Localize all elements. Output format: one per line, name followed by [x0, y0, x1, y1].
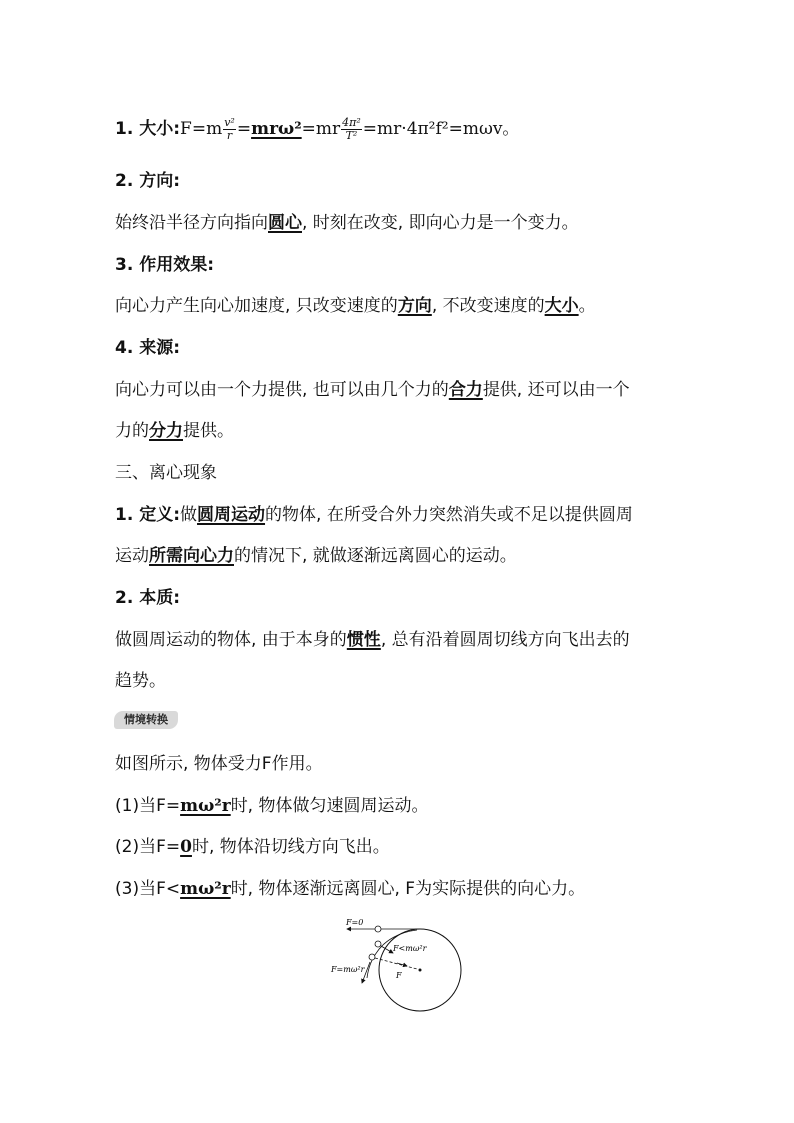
direction-heading [115, 168, 180, 194]
label-f-less: F<mω²r [393, 944, 427, 953]
definition-mid: 的物体, 在所受合外力突然消失或不足以提供圆周 [265, 505, 633, 525]
effect-text [115, 293, 596, 319]
object-middle [375, 941, 381, 947]
direction-answer: 圆心 [268, 213, 302, 233]
scenario-badge: 情境转换 [114, 711, 178, 729]
direction-label: 2. 方向 [115, 171, 174, 191]
essence-line2: 趋势。 [115, 671, 166, 691]
frac2-numerator: 4π² [342, 115, 361, 129]
size-label: 1. 大小 [115, 119, 174, 139]
centrifugal-figure [325, 912, 475, 1024]
definition-line2 [115, 543, 517, 569]
essence-line1 [115, 627, 630, 653]
frac1-numerator: v² [224, 115, 235, 129]
source-answer-resultant: 合力 [448, 380, 483, 400]
fraction-4pi2-t2 [341, 117, 362, 142]
direction-text [115, 210, 579, 236]
force-arrow-small [397, 963, 407, 966]
case2-answer: 0 [180, 837, 192, 857]
source-line2-pre: 力的 [115, 421, 149, 441]
scenario-case1 [115, 793, 429, 819]
case3-pre: (3)当F< [115, 879, 181, 899]
source-colon: : [173, 338, 181, 358]
size-colon: : [173, 119, 181, 139]
source-heading [115, 335, 180, 361]
direction-colon: : [173, 171, 181, 191]
effect-colon: : [207, 255, 215, 275]
size-line [115, 116, 519, 142]
case1-post: 时, 物体做匀速圆周运动。 [230, 796, 429, 816]
object-lower [369, 954, 375, 960]
size-formula-tail: =mr·4π²f²=mωv。 [362, 119, 520, 139]
effect-answer-magnitude: 大小 [544, 296, 579, 316]
frac1-denominator: r [226, 128, 233, 142]
case3-post: 时, 物体逐渐远离圆心, F为实际提供的向心力。 [230, 879, 586, 899]
essence-colon: : [173, 588, 181, 608]
label-f0: F=0 [346, 918, 364, 927]
effect-label: 3. 作用效果 [115, 255, 208, 275]
source-line1-post: 提供, 还可以由一个 [482, 380, 630, 400]
object-top [375, 926, 381, 932]
definition-label: 1. 定义 [115, 505, 174, 525]
scenario-case2 [115, 834, 390, 860]
case2-pre: (2)当F= [115, 837, 181, 857]
definition-answer-circular-motion: 圆周运动 [197, 505, 266, 525]
case1-answer: mω²r [180, 796, 231, 816]
case2-post: 时, 物体沿切线方向飞出。 [191, 837, 390, 857]
source-line2-post: 提供。 [183, 421, 234, 441]
source-text-line1 [115, 377, 630, 403]
essence-pre: 做圆周运动的物体, 由于本身的 [115, 630, 347, 650]
size-answer-mrw2: mrω² [251, 119, 302, 139]
effect-heading [115, 252, 214, 278]
definition-colon: : [173, 505, 181, 525]
essence-heading [115, 585, 180, 611]
source-text-line2 [115, 418, 234, 444]
escape-path [367, 930, 417, 978]
center-dot [419, 969, 422, 972]
case1-pre: (1)当F= [115, 796, 181, 816]
essence-answer-inertia: 惯性 [346, 630, 381, 650]
effect-mid: , 不改变速度的 [431, 296, 545, 316]
size-eq2: =mr [301, 119, 341, 139]
source-label: 4. 来源 [115, 338, 174, 358]
label-f: F [396, 971, 402, 980]
size-formula-start: F=m [180, 119, 223, 139]
scenario-intro: 如图所示, 物体受力F作用。 [115, 754, 323, 774]
section3-title: 三、离心现象 [115, 463, 217, 483]
definition-line2-pre: 运动 [115, 546, 149, 566]
definition-answer-required-force: 所需向心力 [149, 546, 234, 566]
effect-post: 。 [578, 296, 596, 316]
case3-answer: mω²r [180, 879, 231, 899]
definition-pre: 做 [180, 505, 198, 525]
essence-post: , 总有沿着圆周切线方向飞出去的 [380, 630, 630, 650]
direction-pre: 始终沿半径方向指向 [115, 213, 268, 233]
essence-label: 2. 本质 [115, 588, 174, 608]
fraction-v2-r [223, 117, 236, 142]
definition-line2-post: 的情况下, 就做逐渐远离圆心的运动。 [234, 546, 517, 566]
source-line1-pre: 向心力可以由一个力提供, 也可以由几个力的 [115, 380, 449, 400]
scenario-case3 [115, 876, 585, 902]
effect-pre: 向心力产生向心加速度, 只改变速度的 [115, 296, 398, 316]
source-answer-component: 分力 [149, 421, 183, 441]
label-f-eq: F=mω²r [331, 965, 365, 974]
effect-answer-direction: 方向 [397, 296, 432, 316]
direction-post: , 时刻在改变, 即向心力是一个变力。 [302, 213, 579, 233]
dashed-radius [375, 958, 417, 969]
definition-line1 [115, 502, 633, 528]
size-eq1: = [236, 119, 252, 139]
frac2-denominator: T² [345, 128, 358, 142]
